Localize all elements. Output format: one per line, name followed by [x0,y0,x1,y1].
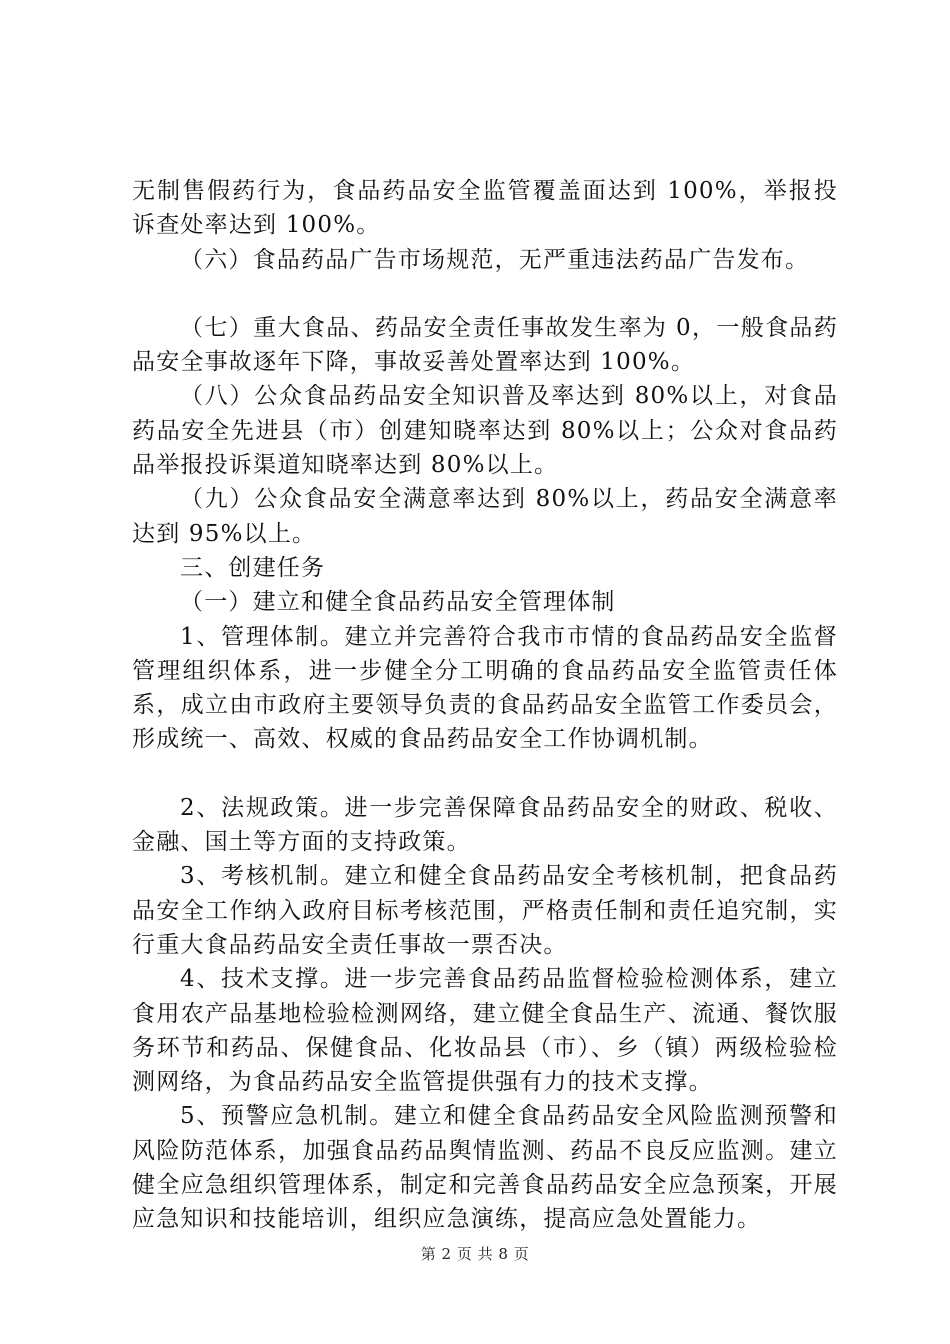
paragraph-item-8: （八）公众食品药品安全知识普及率达到 80%以上，对食品药品安全先进县（市）创建知晓率达到 80%以上；公众对食品药品举报投诉渠道知晓率达到 80%以上。 [132,383,838,479]
paragraph-item-7: （七）重大食品、药品安全责任事故发生率为 0，一般食品药品安全事故逐年下降，事故妥善处置率达到 100%。 [132,314,838,376]
page-number-footer: 第 2 页 共 8 页 [420,1245,530,1263]
paragraph-technical-support: 4、技术支撑。进一步完善食品药品监督检验检测体系，建立食用农产品基地检验检测网络，建立健全食品生产、流通、餐饮服务环节和药品、保健食品、化妆品县（市）、乡（镇）两级检验检测网络，为食品药品安全监管提供强有力的技术支撑。 [132,966,838,1096]
paragraph-emergency-mechanism: 5、预警应急机制。建立和健全食品药品安全风险监测预警和风险防范体系，加强食品药品舆情监测、药品不良反应监测。建立健全应急组织管理体系，制定和完善食品药品安全应急预案，开展应急知识和技能培训，组织应急演练，提高应急处置能力。 [132,1103,838,1233]
document-body [132,174,838,1237]
paragraph-regulations-policy: 2、法规政策。进一步完善保障食品药品安全的财政、税收、金融、国土等方面的支持政策。 [132,794,838,856]
subsection-heading: （一）建立和健全食品药品安全管理体制 [180,589,616,616]
section-heading: 三、创建任务 [180,554,326,581]
paragraph-item-6: （六）食品药品广告市场规范，无严重违法药品广告发布。 [180,246,810,273]
paragraph-continuation: 无制售假药行为，食品药品安全监管覆盖面达到 100%，举报投诉查处率达到 100%。 [132,178,838,239]
paragraph-management-system: 1、管理体制。建立并完善符合我市市情的食品药品安全监督管理组织体系，进一步健全分工明确的食品药品安全监管责任体系，成立由市政府主要领导负责的食品药品安全监管工作委员会，形成统一、高效、权威的食品药品安全工作协调机制。 [132,623,838,753]
paragraph-assessment-mechanism: 3、考核机制。建立和健全食品药品安全考核机制，把食品药品安全工作纳入政府目标考核范围，严格责任制和责任追究制，实行重大食品药品安全责任事故一票否决。 [132,863,838,958]
paragraph-item-9: （九）公众食品安全满意率达到 80%以上，药品安全满意率达到 95%以上。 [132,486,838,547]
